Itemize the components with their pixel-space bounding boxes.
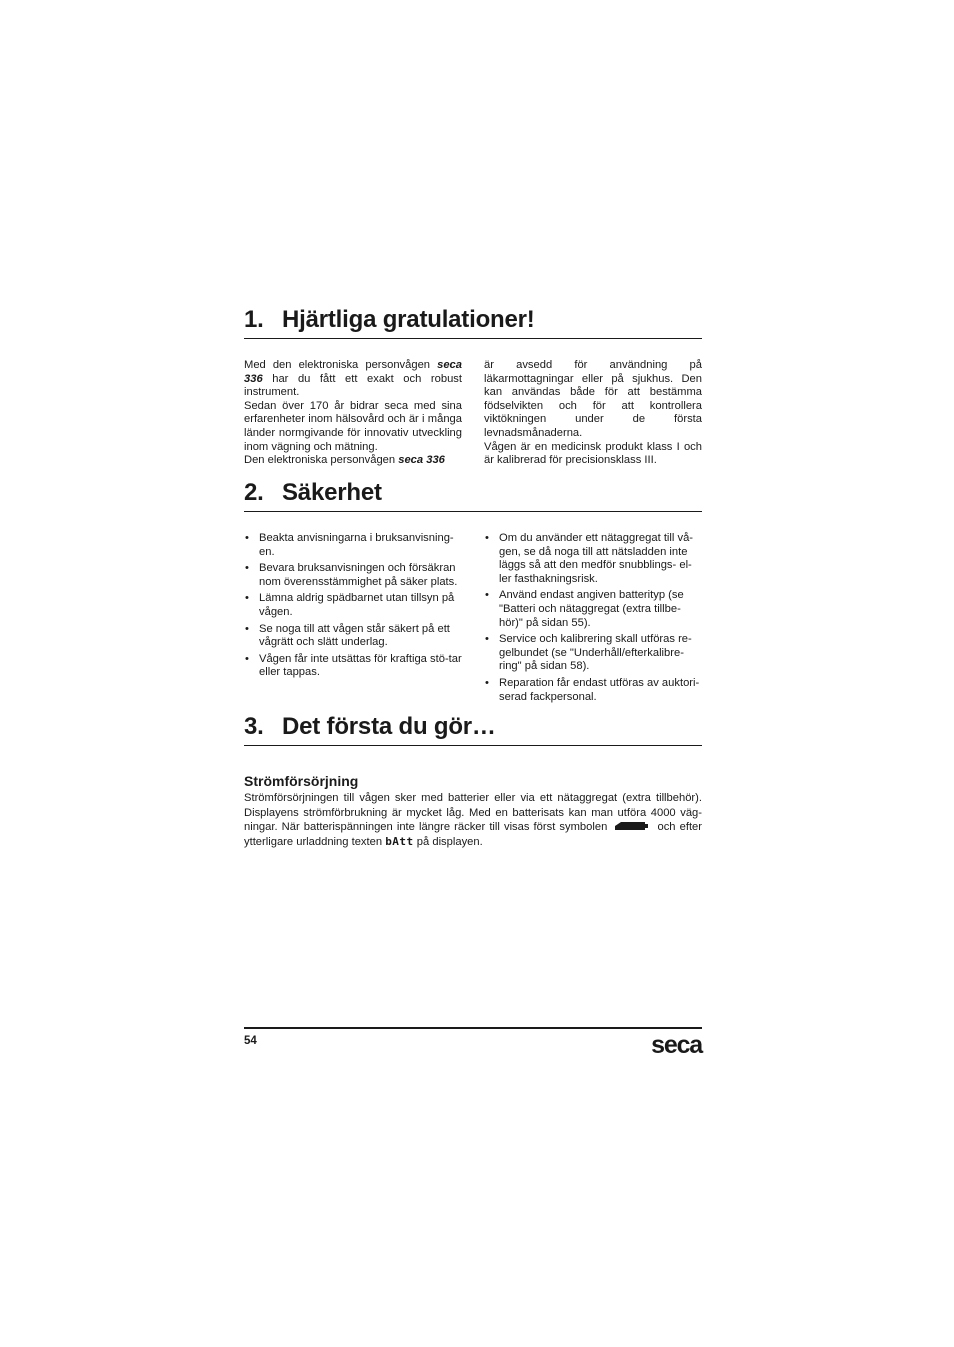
battery-low-icon xyxy=(615,821,649,831)
bullet-list xyxy=(244,532,462,680)
list-item: • Reparation får endast utföras av auktori-serad fackpersonal. xyxy=(484,677,702,704)
batt-display-text: bAtt xyxy=(385,834,414,848)
paragraph: Med den elektroniska personvågen seca 336 har du fått ett exakt och robust instrument. xyxy=(244,359,462,399)
section-2 xyxy=(244,479,702,707)
section-1 xyxy=(244,306,702,468)
left-column xyxy=(244,359,462,468)
section-heading xyxy=(244,713,702,746)
paragraph: är avsedd för användning på läkarmottagningar eller på sjukhus. Den kan användas både för att bestämma födselvikten och för att kontrollera viktökningen under de första levnadsmånaderna. xyxy=(484,359,702,439)
seca-logo: seca xyxy=(651,1031,702,1059)
section-3 xyxy=(244,713,702,849)
list-item: • Bevara bruksanvisningen och försäkran nom överensstämmighet på säker plats. xyxy=(244,562,462,589)
model-name: seca 336 xyxy=(244,359,462,385)
right-column xyxy=(484,532,702,707)
section-title: Det första du gör… xyxy=(282,713,496,740)
list-item: • Vågen får inte utsättas för kraftiga stö-tar eller tappas. xyxy=(244,653,462,680)
section-number: 1. xyxy=(244,306,264,333)
paragraph: Vågen är en medicinsk produkt klass I och är kalibrerad för precisionsklass III. xyxy=(484,440,702,467)
subheading: Strömförsörjning xyxy=(244,773,359,789)
paragraph: Sedan över 170 år bidrar seca med sina erfarenheter inom hälsovård och är i många länder normgivande för innovativ utveckling inom vägning och mätning. xyxy=(244,399,462,453)
right-column xyxy=(484,359,702,468)
bullet-list xyxy=(484,532,702,704)
list-item: • Beakta anvisningarna i bruksanvisning-en. xyxy=(244,532,462,559)
list-item: • Om du använder ett nätaggregat till vå-gen, se då noga till att nätsladden inte läggs så att den medför snubblings- el-ler fasthakningsrisk. xyxy=(484,532,702,586)
model-name: seca 336 xyxy=(398,454,445,467)
section-title: Säkerhet xyxy=(282,479,382,506)
paragraph: Strömförsörjningen till vågen sker med batterier eller via ett nätaggregat (extra tillbehör). Displayens strömförbrukning är mycket låg. Med en batterisats kan man utföra 4000 väg-ningar. När batterispänningen inte längre räcker till visas först symbolen och efter ytterligare urladdning texten bAtt på displayen. xyxy=(244,792,702,848)
paragraph: Den elektroniska personvågen seca 336 xyxy=(244,454,445,467)
section-title: Hjärtliga gratulationer! xyxy=(282,306,535,333)
page-number: 54 xyxy=(244,1035,257,1047)
section-number: 3. xyxy=(244,713,264,740)
section-heading xyxy=(244,306,702,339)
list-item: • Se noga till att vågen står säkert på ett vågrätt och slätt underlag. xyxy=(244,623,462,650)
left-column xyxy=(244,532,462,707)
section-heading xyxy=(244,479,702,512)
page-footer xyxy=(244,1027,702,1059)
section-number: 2. xyxy=(244,479,264,506)
list-item: • Lämna aldrig spädbarnet utan tillsyn på vågen. xyxy=(244,592,462,619)
list-item: • Service och kalibrering skall utföras re-gelbundet (se "Underhåll/efterkalibre-ring" på sidan 58). xyxy=(484,633,702,674)
list-item: • Använd endast angiven batterityp (se "Batteri och nätaggregat (extra tillbe-hör)" på sidan 55). xyxy=(484,589,702,630)
